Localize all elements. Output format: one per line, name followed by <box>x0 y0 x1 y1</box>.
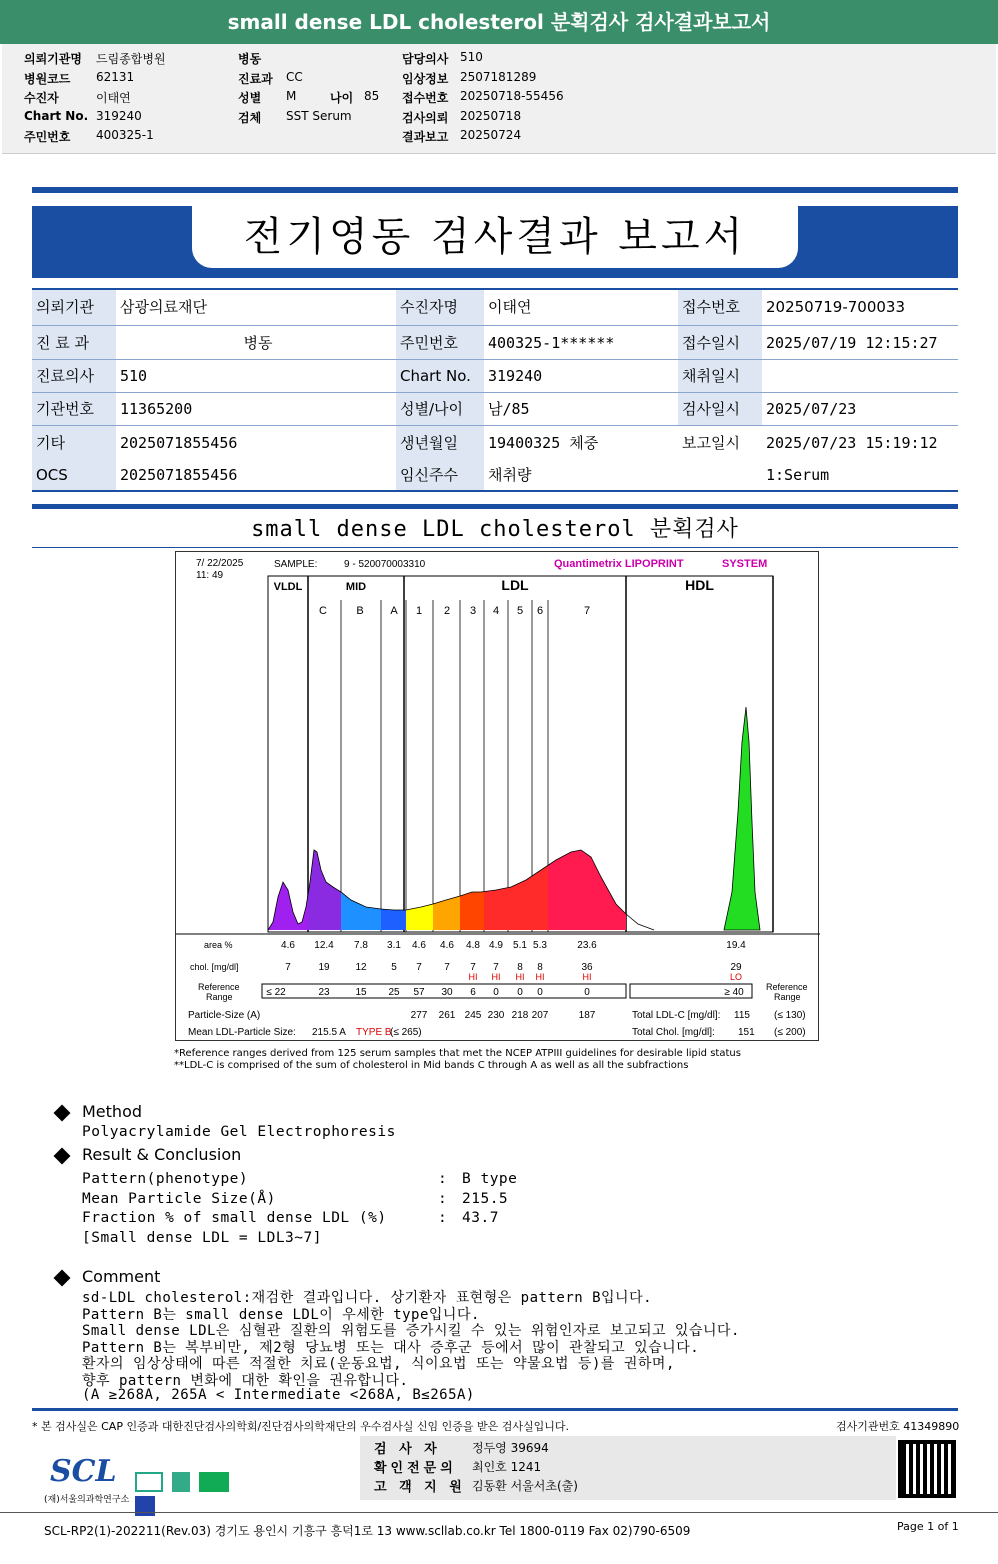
age-value: 85 <box>364 89 380 103</box>
ref-value: ≥ 40 <box>724 987 744 998</box>
band-label: 3 <box>469 605 477 617</box>
group-label: HDL <box>685 577 714 593</box>
info-cell-l3: 검사일시 <box>678 393 762 426</box>
info-cell-v1: 2025071855456 <box>120 466 238 484</box>
particle-size-label: Particle-Size (A) <box>188 1010 261 1021</box>
area-value: 23.6 <box>577 940 597 951</box>
chol-value: 5 <box>391 962 397 973</box>
header-value: 20250724 <box>460 128 522 142</box>
comment-line: Pattern B는 small dense LDL이 우세한 type입니다. <box>82 1306 480 1323</box>
chol-value: 12 <box>355 962 367 973</box>
comment-line: 환자의 임상상태에 따른 적절한 치료(운동요법, 식이요법 또는 약물요법 등)를 권하며, <box>82 1356 675 1373</box>
info-cell-l1: 진료의사 <box>32 360 116 393</box>
band-label: A <box>390 605 398 617</box>
info-cell-v3 <box>762 360 958 393</box>
group-label: VLDL <box>273 581 303 593</box>
accreditation-logos <box>135 1472 255 1496</box>
area-value: 7.8 <box>354 940 368 951</box>
chol-value: 8 <box>537 962 543 973</box>
chol-value: 29 <box>730 962 742 973</box>
staff-value: 최인호 1241 <box>472 1460 542 1474</box>
run-time: 11: 49 <box>196 570 224 581</box>
area-value: 4.6 <box>412 940 426 951</box>
ref-value: ≤ 22 <box>266 987 286 998</box>
group-label: MID <box>345 581 367 593</box>
info-cell-l1: 기관번호 <box>32 393 116 426</box>
band-label: 1 <box>415 605 423 617</box>
band-area <box>433 896 460 930</box>
band-area <box>381 909 406 930</box>
flag: HI <box>468 972 478 982</box>
report-title-block <box>32 206 958 278</box>
result-note: [Small dense LDL = LDL3~7] <box>82 1230 322 1246</box>
header-value: 20250718 <box>460 108 522 123</box>
header-value: M <box>286 89 297 103</box>
ref-value: 23 <box>318 987 330 998</box>
info-cell-l3: 접수일시 <box>678 326 762 360</box>
age-label: 나이 <box>330 91 354 105</box>
ref-value: 0 <box>584 987 590 998</box>
band-label: B <box>356 605 364 617</box>
staff-label: 확인전문의 <box>374 1461 457 1476</box>
band-label: 2 <box>443 605 451 617</box>
logo-subtitle: (재)서울의과학연구소 <box>44 1495 130 1505</box>
info-cell-l2: 수진자명 <box>396 288 484 326</box>
area-label: area % <box>204 940 233 950</box>
info-cell-v3: 20250719-700033 <box>762 288 958 326</box>
header-label: 병원코드 <box>24 71 71 86</box>
info-cell-v2: 19400325 체중 <box>488 434 599 452</box>
particle-size: 245 <box>464 1010 482 1021</box>
info-cell-v1: 510 <box>116 360 396 393</box>
area-value: 4.9 <box>489 940 503 951</box>
info-cell-l1: 진 료 과 <box>32 326 116 360</box>
info-cell-l2: 임신주수 <box>396 460 484 490</box>
ref-value: 57 <box>413 987 425 998</box>
header-label: 임상정보 <box>402 71 449 86</box>
result-heading: Result & Conclusion <box>56 1145 241 1164</box>
header-label: 성별 <box>238 91 262 105</box>
result-label: Mean Particle Size(Å) <box>82 1190 276 1207</box>
result-value: B type <box>462 1171 518 1187</box>
info-cell-v2: 400325-1****** <box>484 326 678 360</box>
info-cell-v2: 채취량 <box>488 466 532 484</box>
ref-label-right: Range <box>774 992 801 1002</box>
group-label: LDL <box>501 577 529 593</box>
info-cell-l2: Chart No. <box>396 360 484 393</box>
request-header <box>2 44 996 154</box>
header-value: 20250718-55456 <box>460 89 564 103</box>
particle-size: 261 <box>438 1010 456 1021</box>
result-label: Pattern(phenotype) <box>82 1171 249 1187</box>
info-cell-l3: 접수번호 <box>678 288 762 326</box>
total-chol: 151 <box>738 1027 755 1038</box>
info-cell-v1: 삼광의료재단 <box>116 288 396 326</box>
mean-type: TYPE B <box>356 1027 392 1038</box>
particle-size: 218 <box>511 1010 529 1021</box>
brand-system: SYSTEM <box>722 558 768 570</box>
chol-value: 36 <box>581 962 593 973</box>
area-value: 3.1 <box>387 940 401 951</box>
area-value: 5.3 <box>533 940 547 951</box>
chol-value: 7 <box>285 962 291 973</box>
band-area <box>532 865 548 930</box>
qr-code-icon <box>898 1440 956 1498</box>
band-area <box>460 892 484 930</box>
info-cell-l2: 성별/나이 <box>396 393 484 426</box>
ref-label: Range <box>206 992 233 1002</box>
header-label: 결과보고 <box>402 130 449 144</box>
header-label: 접수번호 <box>402 91 449 105</box>
info-cell-v1: 11365200 <box>116 393 396 426</box>
flag: HI <box>491 972 501 982</box>
divider-mid <box>32 504 958 509</box>
info-cell-l2: 주민번호 <box>396 326 484 360</box>
band-label: 4 <box>492 605 500 617</box>
ref-value: 30 <box>441 987 453 998</box>
flag: HI <box>515 972 525 982</box>
diamond-icon <box>54 1104 71 1121</box>
band-area <box>548 850 626 930</box>
mean-ref: (≤ 265) <box>390 1027 422 1038</box>
header-value: 319240 <box>96 108 142 123</box>
info-cell-l2: 생년월일 <box>396 426 484 460</box>
comment-heading: Comment <box>56 1267 160 1286</box>
area-value: 5.1 <box>513 940 527 951</box>
hdl-peak <box>724 707 760 930</box>
comment-line: 향후 pattern 변화에 대한 확인을 권유합니다. <box>82 1373 409 1389</box>
scl-logo: SCL <box>50 1454 117 1489</box>
chol-label: chol. [mg/dl] <box>190 962 239 972</box>
electrophoresis-svg <box>176 552 820 1042</box>
header-value: 드림종합병원 <box>96 52 166 66</box>
header-value: SST Serum <box>286 108 352 123</box>
band-label: 5 <box>516 605 524 617</box>
ref-label-right: Reference <box>766 982 808 992</box>
particle-size: 277 <box>410 1010 428 1021</box>
chol-value: 7 <box>470 962 476 973</box>
mean-size-label: Mean LDL-Particle Size: <box>188 1027 296 1038</box>
diamond-icon <box>54 1147 71 1164</box>
header-value: 62131 <box>96 69 135 84</box>
page-number: Page 1 of 1 <box>897 1520 959 1533</box>
flag: LO <box>729 972 743 982</box>
area-value: 19.4 <box>726 940 746 951</box>
info-cell-v2: 남/85 <box>484 393 678 426</box>
header-label: 병동 <box>238 52 262 66</box>
note-2: **LDL-C is comprised of the sum of cholesterol in Mid bands C through A as well as all the subfractions <box>174 1060 689 1071</box>
cert-text: * 본 검사실은 CAP 인증과 대한진단검사의학회/진단검사의학재단의 우수검사실 신임 인증을 받은 검사실입니다. <box>32 1420 570 1433</box>
header-label: Chart No. <box>24 108 89 123</box>
info-cell-v2: 이태연 <box>484 288 678 326</box>
comment-line: Small dense LDL은 심혈관 질환의 위험도를 증가시킬 수 있는 위험인자로 보고되고 있습니다. <box>82 1323 740 1340</box>
band-area <box>508 876 532 930</box>
total-ldl: 115 <box>734 1010 750 1021</box>
ref-value: 6 <box>470 987 476 998</box>
lipoprint-chart <box>175 551 819 1041</box>
result-label: Fraction % of small dense LDL (%) <box>82 1210 387 1226</box>
total-ldl-ref: (≤ 130) <box>774 1010 806 1021</box>
staff-value: 김동환 서울서초(출) <box>472 1479 578 1493</box>
sample-label: SAMPLE: <box>274 559 318 570</box>
reference-notes <box>174 1048 741 1072</box>
particle-size: 207 <box>531 1010 549 1021</box>
info-cell-v3: 2025/07/23 <box>762 393 958 426</box>
band-area <box>484 888 508 930</box>
result-colon: : <box>438 1171 448 1187</box>
header-value: 400325-1 <box>96 128 154 142</box>
staff-label: 고 객 지 원 <box>374 1480 466 1495</box>
staff-value: 정두영 39694 <box>472 1441 549 1455</box>
address-line: SCL-RP2(1)-202211(Rev.03) 경기도 용인시 기흥구 흥덕1로 13 www.scllab.co.kr Tel 1800-0119 Fax 02)790-6509 <box>44 1524 691 1538</box>
ref-value: 0 <box>493 987 499 998</box>
info-cell-v3: 2025/07/19 12:15:27 <box>762 326 958 360</box>
band-area <box>341 892 381 930</box>
band-area <box>406 904 433 930</box>
chart-title: small dense LDL cholesterol 분획검사 <box>32 512 958 548</box>
info-cell-l3: 보고일시 <box>682 434 740 452</box>
band-area <box>268 882 308 930</box>
result-colon: : <box>438 1210 448 1226</box>
band-label: 7 <box>583 605 591 617</box>
note-1: *Reference ranges derived from 125 serum samples that met the NCEP ATPIII guidelines for desirable lipid status <box>174 1048 741 1059</box>
diamond-icon <box>54 1269 71 1286</box>
area-value: 4.6 <box>440 940 454 951</box>
result-colon: : <box>438 1190 448 1207</box>
info-cell-l1: 의뢰기관 <box>32 288 116 326</box>
mean-size: 215.5 A <box>312 1027 346 1038</box>
total-ldl-label: Total LDL-C [mg/dl]: <box>632 1010 721 1021</box>
info-cell-l1: OCS <box>32 460 116 490</box>
staff-label: 검 사 자 <box>374 1442 441 1457</box>
plot-frame <box>268 576 773 932</box>
info-cell-v2: 319240 <box>484 360 678 393</box>
chol-value: 7 <box>444 962 450 973</box>
ref-value: 0 <box>537 987 543 998</box>
sample-id: 9 - 520070003310 <box>344 559 426 570</box>
result-value: 215.5 <box>462 1190 509 1207</box>
info-cell-l1: 기타 <box>32 426 116 460</box>
header-value: CC <box>286 69 303 84</box>
header-label: 주민번호 <box>24 130 71 144</box>
header-value: 510 <box>460 50 483 64</box>
header-label: 검체 <box>238 110 262 125</box>
ref-value: 15 <box>355 987 367 998</box>
band-label: 6 <box>536 605 544 617</box>
header-label: 수진자 <box>24 91 59 105</box>
top-title-bar <box>0 0 998 44</box>
divider-top <box>32 187 958 193</box>
comment-line: (A ≥268A, 265A < Intermediate <268A, B≤265A) <box>82 1386 475 1403</box>
info-cell-v1: 2025071855456 <box>120 434 238 452</box>
header-label: 검사의뢰 <box>402 110 449 125</box>
band-label: C <box>319 605 327 617</box>
run-date: 7/ 22/2025 <box>196 558 244 569</box>
comment-line: sd-LDL cholesterol:재검한 결과입니다. 상기환자 표현형은 pattern B입니다. <box>82 1290 653 1306</box>
flag: HI <box>535 972 545 982</box>
brand-name: Quantimetrix LIPOPRINT <box>554 558 684 570</box>
ref-value: 25 <box>388 987 400 998</box>
info-cell-v3: 2025/07/23 15:19:12 <box>766 434 938 452</box>
area-value: 4.8 <box>466 940 480 951</box>
header-label: 의뢰기관명 <box>24 52 82 66</box>
header-label: 진료과 <box>238 71 273 86</box>
band-area <box>308 850 341 930</box>
particle-size: 230 <box>487 1010 505 1021</box>
org-number: 검사기관번호 41349890 <box>836 1420 960 1433</box>
ref-value: 0 <box>517 987 523 998</box>
chol-value: 19 <box>318 962 330 973</box>
header-value: 2507181289 <box>460 69 537 84</box>
ref-label: Reference <box>198 982 240 992</box>
header-label: 담당의사 <box>402 52 449 66</box>
info-cell-v1: 병동 <box>116 326 396 360</box>
total-chol-label: Total Chol. [mg/dl]: <box>632 1027 715 1038</box>
area-value: 12.4 <box>314 940 334 951</box>
method-heading: Method <box>56 1102 142 1121</box>
method-text: Polyacrylamide Gel Electrophoresis <box>82 1124 396 1140</box>
info-cell-l3: 채취일시 <box>678 360 762 393</box>
chol-value: 7 <box>493 962 499 973</box>
area-value: 4.6 <box>281 940 295 951</box>
top-title: small dense LDL cholesterol 분획검사 검사결과보고서 <box>227 10 771 34</box>
info-cell-l3 <box>678 460 762 490</box>
result-value: 43.7 <box>462 1210 499 1226</box>
comment-line: Pattern B는 복부비만, 제2형 당뇨병 또는 대사 증후군 등에서 많이 관찰되고 있습니다. <box>82 1339 700 1356</box>
chol-value: 7 <box>416 962 422 973</box>
total-chol-ref: (≤ 200) <box>774 1027 806 1038</box>
particle-size: 187 <box>578 1010 596 1021</box>
chol-value: 8 <box>517 962 523 973</box>
header-value: 이태연 <box>96 91 131 105</box>
flag: HI <box>582 972 592 982</box>
info-cell-v3: 1:Serum <box>766 466 830 484</box>
report-title: 전기영동 검사결과 보고서 <box>192 206 798 268</box>
